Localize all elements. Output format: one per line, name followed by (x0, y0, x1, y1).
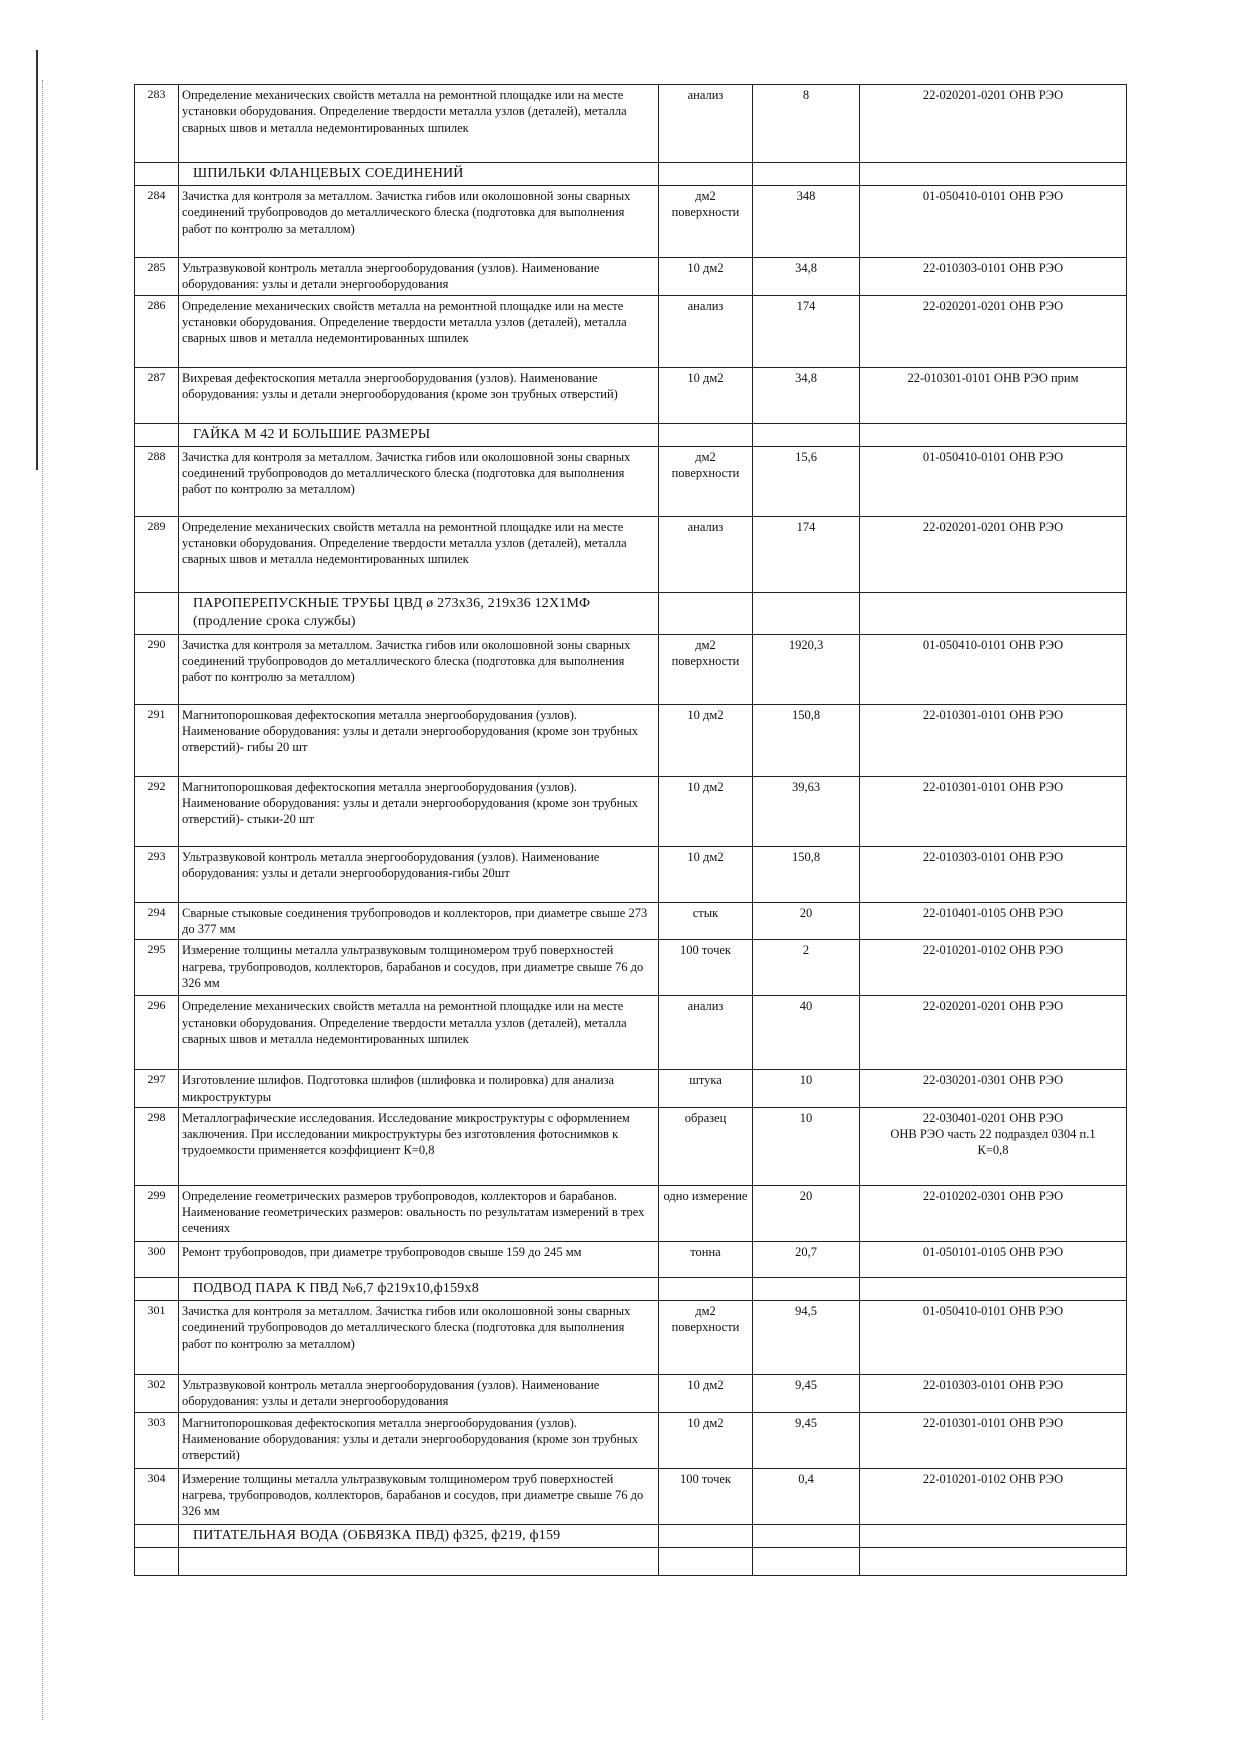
empty-cell (659, 163, 753, 186)
row-number-cell: 297 (135, 1070, 179, 1108)
row-number-cell: 284 (135, 186, 179, 258)
work-description-cell: Магнитопорошковая дефектоскопия металла энергооборудования (узлов). Наименование оборудования: узлы и детали энергооборудования (кроме зон трубных отверстий)- стыки-20 шт (179, 776, 659, 846)
section-title: ПИТАТЕЛЬНАЯ ВОДА (ОБВЯЗКА ПВД) ф325, ф219, ф159 (179, 1524, 659, 1547)
quantity-cell: 174 (753, 295, 860, 367)
norm-code-cell: 01-050101-0105 ОНВ РЭО (860, 1241, 1127, 1277)
quantity-cell: 20 (753, 1185, 860, 1241)
row-number-cell: 295 (135, 940, 179, 996)
unit-cell: 10 дм2 (659, 1412, 753, 1468)
empty-cell (753, 592, 860, 634)
row-number-cell: 303 (135, 1412, 179, 1468)
row-number-cell: 290 (135, 634, 179, 704)
table-row (135, 634, 1127, 704)
table-row (135, 704, 1127, 776)
empty-cell (860, 592, 1127, 634)
section-title: ПОДВОД ПАРА К ПВД №6,7 ф219х10,ф159х8 (179, 1277, 659, 1300)
quantity-cell: 150,8 (753, 846, 860, 902)
norm-code-cell: 22-010301-0101 ОНВ РЭО (860, 1412, 1127, 1468)
empty-cell (659, 423, 753, 446)
empty-cell (860, 1524, 1127, 1547)
empty-cell (179, 1547, 659, 1575)
quantity-cell: 348 (753, 186, 860, 258)
norm-code-cell: 22-030401-0201 ОНВ РЭО ОНВ РЭО часть 22 подраздел 0304 п.1 К=0,8 (860, 1107, 1127, 1185)
row-number-cell: 294 (135, 902, 179, 940)
table-row (135, 1412, 1127, 1468)
unit-cell: стык (659, 902, 753, 940)
row-number-cell: 293 (135, 846, 179, 902)
quantity-cell: 174 (753, 516, 860, 592)
empty-cell (753, 1547, 860, 1575)
empty-cell (860, 1277, 1127, 1300)
work-description-cell: Зачистка для контроля за металлом. Зачистка гибов или околошовной зоны сварных соединений трубопроводов до металлического блеска (подготовка для выполнения работ по контролю за металлом) (179, 634, 659, 704)
empty-cell (659, 1524, 753, 1547)
table-row (135, 446, 1127, 516)
table-row (135, 295, 1127, 367)
scan-edge-line (36, 50, 38, 470)
empty-cell (753, 1277, 860, 1300)
table-row (135, 940, 1127, 996)
empty-cell (860, 1547, 1127, 1575)
row-number-cell: 304 (135, 1468, 179, 1524)
row-number-cell: 292 (135, 776, 179, 846)
unit-cell: анализ (659, 295, 753, 367)
quantity-cell: 8 (753, 85, 860, 163)
section-header-row (135, 1277, 1127, 1300)
norm-code-cell: 22-010202-0301 ОНВ РЭО (860, 1185, 1127, 1241)
work-description-cell: Сварные стыковые соединения трубопроводов и коллекторов, при диаметре свыше 273 до 377 мм (179, 902, 659, 940)
unit-cell: 10 дм2 (659, 1375, 753, 1413)
unit-cell: 10 дм2 (659, 776, 753, 846)
norm-code-cell: 22-010401-0105 ОНВ РЭО (860, 902, 1127, 940)
empty-cell (753, 423, 860, 446)
table-row (135, 516, 1127, 592)
works-table-body (135, 85, 1127, 1576)
table-row (135, 1241, 1127, 1277)
norm-code-cell: 22-030201-0301 ОНВ РЭО (860, 1070, 1127, 1108)
row-number-cell: 283 (135, 85, 179, 163)
norm-code-cell: 22-010301-0101 ОНВ РЭО прим (860, 367, 1127, 423)
norm-code-cell: 22-020201-0201 ОНВ РЭО (860, 85, 1127, 163)
row-number-cell: 286 (135, 295, 179, 367)
unit-cell: дм2 поверхности (659, 186, 753, 258)
unit-cell: дм2 поверхности (659, 634, 753, 704)
unit-cell: дм2 поверхности (659, 1301, 753, 1375)
work-description-cell: Определение механических свойств металла на ремонтной площадке или на месте установки оборудования. Определение твердости металла узлов (деталей), металла сварных швов и металла недемонтированных шпилек (179, 295, 659, 367)
norm-code-cell: 22-010303-0101 ОНВ РЭО (860, 846, 1127, 902)
unit-cell: 10 дм2 (659, 846, 753, 902)
unit-cell: 100 точек (659, 940, 753, 996)
quantity-cell: 1920,3 (753, 634, 860, 704)
blank-row (135, 1547, 1127, 1575)
quantity-cell: 40 (753, 996, 860, 1070)
quantity-cell: 2 (753, 940, 860, 996)
work-description-cell: Изготовление шлифов. Подготовка шлифов (шлифовка и полировка) для анализа микроструктуры (179, 1070, 659, 1108)
unit-cell: штука (659, 1070, 753, 1108)
works-table (134, 84, 1127, 1576)
table-row (135, 1301, 1127, 1375)
empty-cell (753, 163, 860, 186)
row-number-cell: 289 (135, 516, 179, 592)
table-row (135, 996, 1127, 1070)
quantity-cell: 9,45 (753, 1412, 860, 1468)
section-title: ГАЙКА М 42 И БОЛЬШИЕ РАЗМЕРЫ (179, 423, 659, 446)
unit-cell: 10 дм2 (659, 258, 753, 296)
norm-code-cell: 01-050410-0101 ОНВ РЭО (860, 186, 1127, 258)
row-number-cell: 288 (135, 446, 179, 516)
table-row (135, 846, 1127, 902)
section-title: ПАРОПЕРЕПУСКНЫЕ ТРУБЫ ЦВД ø 273х36, 219х36 12Х1МФ (продление срока службы) (179, 592, 659, 634)
work-description-cell: Ультразвуковой контроль металла энергооборудования (узлов). Наименование оборудования: узлы и детали энергооборудования (179, 1375, 659, 1413)
quantity-cell: 0,4 (753, 1468, 860, 1524)
table-row (135, 1107, 1127, 1185)
work-description-cell: Магнитопорошковая дефектоскопия металла энергооборудования (узлов). Наименование оборудования: узлы и детали энергооборудования (кроме зон трубных отверстий)- гибы 20 шт (179, 704, 659, 776)
row-number-cell: 287 (135, 367, 179, 423)
row-number-cell: 296 (135, 996, 179, 1070)
unit-cell: анализ (659, 996, 753, 1070)
empty-cell (860, 163, 1127, 186)
empty-cell (860, 423, 1127, 446)
quantity-cell: 39,63 (753, 776, 860, 846)
empty-cell (135, 1547, 179, 1575)
empty-cell (135, 423, 179, 446)
table-row (135, 776, 1127, 846)
table-row (135, 1185, 1127, 1241)
quantity-cell: 34,8 (753, 367, 860, 423)
quantity-cell: 34,8 (753, 258, 860, 296)
work-description-cell: Металлографические исследования. Исследование микроструктуры с оформлением заключения. При исследовании микроструктуры без изготовления фотоснимков к трудоемкости применяется коэффициент К=0,8 (179, 1107, 659, 1185)
row-number-cell: 301 (135, 1301, 179, 1375)
row-number-cell: 285 (135, 258, 179, 296)
empty-cell (659, 1277, 753, 1300)
empty-cell (135, 1524, 179, 1547)
unit-cell: 10 дм2 (659, 704, 753, 776)
norm-code-cell: 22-010301-0101 ОНВ РЭО (860, 776, 1127, 846)
quantity-cell: 20,7 (753, 1241, 860, 1277)
work-description-cell: Измерение толщины металла ультразвуковым толщиномером труб поверхностей нагрева, трубопроводов, коллекторов, барабанов и сосудов, при диаметре свыше 76 до 326 мм (179, 940, 659, 996)
unit-cell: одно измерение (659, 1185, 753, 1241)
unit-cell: тонна (659, 1241, 753, 1277)
row-number-cell: 299 (135, 1185, 179, 1241)
empty-cell (659, 1547, 753, 1575)
table-row (135, 367, 1127, 423)
quantity-cell: 10 (753, 1107, 860, 1185)
work-description-cell: Определение механических свойств металла на ремонтной площадке или на месте установки оборудования. Определение твердости металла узлов (деталей), металла сварных швов и металла недемонтированных шпилек (179, 516, 659, 592)
work-description-cell: Ремонт трубопроводов, при диаметре трубопроводов свыше 159 до 245 мм (179, 1241, 659, 1277)
section-header-row (135, 423, 1127, 446)
work-description-cell: Ультразвуковой контроль металла энергооборудования (узлов). Наименование оборудования: узлы и детали энергооборудования (179, 258, 659, 296)
row-number-cell: 302 (135, 1375, 179, 1413)
work-description-cell: Зачистка для контроля за металлом. Зачистка гибов или околошовной зоны сварных соединений трубопроводов до металлического блеска (подготовка для выполнения работ по контролю за металлом) (179, 446, 659, 516)
work-description-cell: Вихревая дефектоскопия металла энергооборудования (узлов). Наименование оборудования: узлы и детали энергооборудования (кроме зон трубных отверстий) (179, 367, 659, 423)
quantity-cell: 9,45 (753, 1375, 860, 1413)
unit-cell: 10 дм2 (659, 367, 753, 423)
unit-cell: образец (659, 1107, 753, 1185)
section-title: ШПИЛЬКИ ФЛАНЦЕВЫХ СОЕДИНЕНИЙ (179, 163, 659, 186)
norm-code-cell: 22-010301-0101 ОНВ РЭО (860, 704, 1127, 776)
work-description-cell: Определение механических свойств металла на ремонтной площадке или на месте установки оборудования. Определение твердости металла узлов (деталей), металла сварных швов и металла недемонтированных шпилек (179, 996, 659, 1070)
work-description-cell: Зачистка для контроля за металлом. Зачистка гибов или околошовной зоны сварных соединений трубопроводов до металлического блеска (подготовка для выполнения работ по контролю за металлом) (179, 1301, 659, 1375)
row-number-cell: 291 (135, 704, 179, 776)
quantity-cell: 15,6 (753, 446, 860, 516)
document-page (134, 84, 1126, 1576)
table-row (135, 1070, 1127, 1108)
norm-code-cell: 22-020201-0201 ОНВ РЭО (860, 996, 1127, 1070)
scan-edge-dots (42, 80, 43, 1720)
table-row (135, 1375, 1127, 1413)
row-number-cell: 298 (135, 1107, 179, 1185)
unit-cell: 100 точек (659, 1468, 753, 1524)
empty-cell (659, 592, 753, 634)
quantity-cell: 94,5 (753, 1301, 860, 1375)
norm-code-cell: 22-010303-0101 ОНВ РЭО (860, 258, 1127, 296)
section-header-row (135, 1524, 1127, 1547)
table-row (135, 1468, 1127, 1524)
section-header-row (135, 592, 1127, 634)
norm-code-cell: 22-020201-0201 ОНВ РЭО (860, 516, 1127, 592)
row-number-cell: 300 (135, 1241, 179, 1277)
norm-code-cell: 01-050410-0101 ОНВ РЭО (860, 446, 1127, 516)
section-header-row (135, 163, 1127, 186)
work-description-cell: Магнитопорошковая дефектоскопия металла энергооборудования (узлов). Наименование оборудования: узлы и детали энергооборудования (кроме зон трубных отверстий) (179, 1412, 659, 1468)
work-description-cell: Измерение толщины металла ультразвуковым толщиномером труб поверхностей нагрева, трубопроводов, коллекторов, барабанов и сосудов, при диаметре свыше 76 до 326 мм (179, 1468, 659, 1524)
norm-code-cell: 22-010201-0102 ОНВ РЭО (860, 940, 1127, 996)
table-row (135, 902, 1127, 940)
work-description-cell: Зачистка для контроля за металлом. Зачистка гибов или околошовной зоны сварных соединений трубопроводов до металлического блеска (подготовка для выполнения работ по контролю за металлом) (179, 186, 659, 258)
work-description-cell: Ультразвуковой контроль металла энергооборудования (узлов). Наименование оборудования: узлы и детали энергооборудования-гибы 20шт (179, 846, 659, 902)
norm-code-cell: 22-010201-0102 ОНВ РЭО (860, 1468, 1127, 1524)
empty-cell (753, 1524, 860, 1547)
table-row (135, 186, 1127, 258)
unit-cell: анализ (659, 85, 753, 163)
unit-cell: дм2 поверхности (659, 446, 753, 516)
empty-cell (135, 163, 179, 186)
norm-code-cell: 01-050410-0101 ОНВ РЭО (860, 634, 1127, 704)
norm-code-cell: 22-010303-0101 ОНВ РЭО (860, 1375, 1127, 1413)
quantity-cell: 20 (753, 902, 860, 940)
empty-cell (135, 1277, 179, 1300)
empty-cell (135, 592, 179, 634)
unit-cell: анализ (659, 516, 753, 592)
norm-code-cell: 01-050410-0101 ОНВ РЭО (860, 1301, 1127, 1375)
table-row (135, 85, 1127, 163)
quantity-cell: 150,8 (753, 704, 860, 776)
work-description-cell: Определение геометрических размеров трубопроводов, коллекторов и барабанов. Наименование геометрических размеров: овальность по результатам измерений в трех сечениях (179, 1185, 659, 1241)
work-description-cell: Определение механических свойств металла на ремонтной площадке или на месте установки оборудования. Определение твердости металла узлов (деталей), металла сварных швов и металла недемонтированных шпилек (179, 85, 659, 163)
quantity-cell: 10 (753, 1070, 860, 1108)
table-row (135, 258, 1127, 296)
norm-code-cell: 22-020201-0201 ОНВ РЭО (860, 295, 1127, 367)
